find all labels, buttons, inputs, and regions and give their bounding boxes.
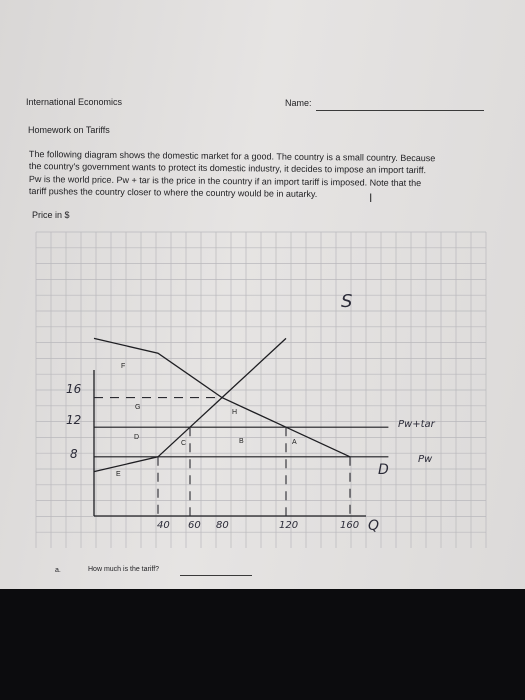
name-label: Name: xyxy=(285,98,312,108)
area-label-h: H xyxy=(232,409,238,416)
intro-line: Pw is the world price. Pw + tar is the price in the country if an import tariff is imposed. Note that the xyxy=(28,174,422,189)
area-label-f: F xyxy=(121,363,126,370)
question-text: How much is the tariff? xyxy=(88,566,160,573)
area-label-d: D xyxy=(134,434,140,441)
pw-label: Pw xyxy=(418,454,433,465)
pw-tar-label: Pw+tar xyxy=(398,419,435,430)
assignment-title: Homework on Tariffs xyxy=(28,125,110,135)
qty-label-80: 80 xyxy=(216,520,229,531)
price-label-16: 16 xyxy=(66,382,82,396)
qty-label-120: 120 xyxy=(279,520,299,531)
qty-label-60: 60 xyxy=(188,520,201,531)
graph-axes xyxy=(94,370,366,516)
intro-line: The following diagram shows the domestic market for a good. The country is a small country. Because xyxy=(28,149,436,164)
question-letter: a. xyxy=(55,567,61,574)
qty-label-40: 40 xyxy=(157,520,170,531)
area-label-e: E xyxy=(116,471,121,478)
graph-grid xyxy=(36,232,486,548)
q-axis-label: Q xyxy=(368,518,380,534)
price-label-8: 8 xyxy=(70,447,78,461)
intro-line: tariff pushes the country closer to where the country would be in autarky. xyxy=(28,186,318,200)
y-axis-label: Price in $ xyxy=(32,210,70,220)
supply-label: S xyxy=(341,291,353,312)
area-label-c: C xyxy=(181,440,187,447)
course-title: International Economics xyxy=(26,97,123,107)
text-cursor-icon: I xyxy=(369,191,373,205)
demand-label: D xyxy=(378,462,389,478)
area-label-b: B xyxy=(239,438,244,445)
price-label-12: 12 xyxy=(66,413,82,427)
area-label-g: G xyxy=(135,404,141,411)
area-label-a: A xyxy=(292,439,297,446)
dark-background xyxy=(0,589,525,700)
qty-label-160: 160 xyxy=(340,520,360,531)
answer-field[interactable] xyxy=(180,575,252,576)
intro-line: the country's government wants to protect its domestic industry, it decides to impose an import tariff. xyxy=(28,161,427,176)
